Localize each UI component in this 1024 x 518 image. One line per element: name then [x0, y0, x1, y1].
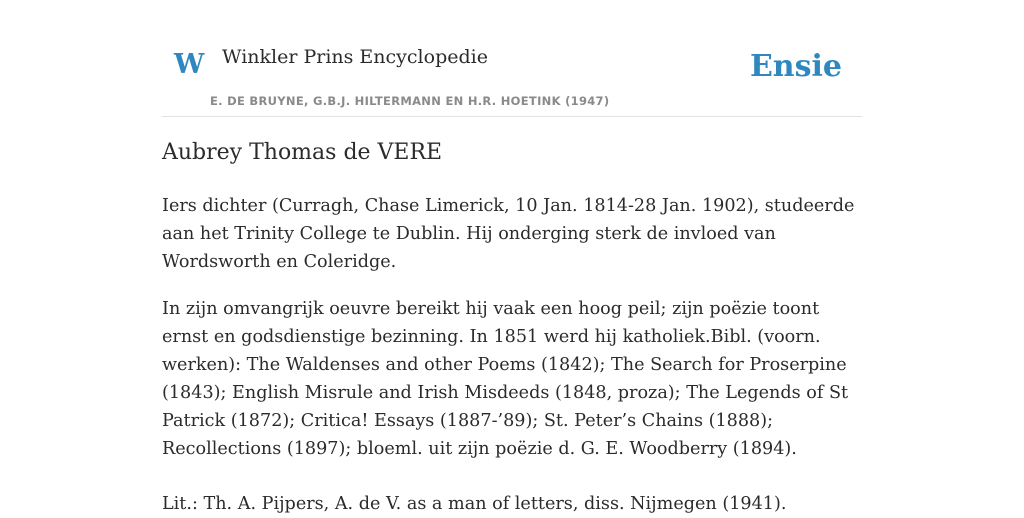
site-title[interactable]: Winkler Prins Encyclopedie: [222, 46, 488, 68]
literature-reference: Lit.: Th. A. Pijpers, A. de V. as a man of letters, diss. Nijmegen (1941).: [162, 494, 787, 514]
article-title: Aubrey Thomas de VERE: [162, 140, 443, 165]
authors-credit: E. DE BRUYNE, G.B.J. HILTERMANN EN H.R. HOETINK (1947): [210, 94, 610, 108]
winkler-prins-logo[interactable]: W: [174, 49, 205, 80]
ensie-logo[interactable]: Ensie: [749, 49, 842, 84]
page: [162, 0, 862, 512]
article-paragraph: Iers dichter (Curragh, Chase Limerick, 10 Jan. 1814-28 Jan. 1902), studeerde aan het Trinity College te Dublin. Hij onderging sterk de invloed van Wordsworth en Coleridge.: [162, 196, 855, 272]
article-paragraph: In zijn omvangrijk oeuvre bereikt hij vaak een hoog peil; zijn poëzie toont ernst en godsdienstige bezinning. In 1851 werd hij katholiek.Bibl. (voorn. werken): The Waldenses and other Poems (1842); The Search for Proserpine (1843); English Misrule and Irish Misdeeds (1848, proza); The Legends of St Patrick (1872); Critica! Essays (1887-’89); St. Peter’s Chains (1888); Recollections (1897); bloeml. uit zijn poëzie d. G. E. Woodberry (1894).: [162, 299, 849, 459]
site-header: [162, 0, 862, 117]
